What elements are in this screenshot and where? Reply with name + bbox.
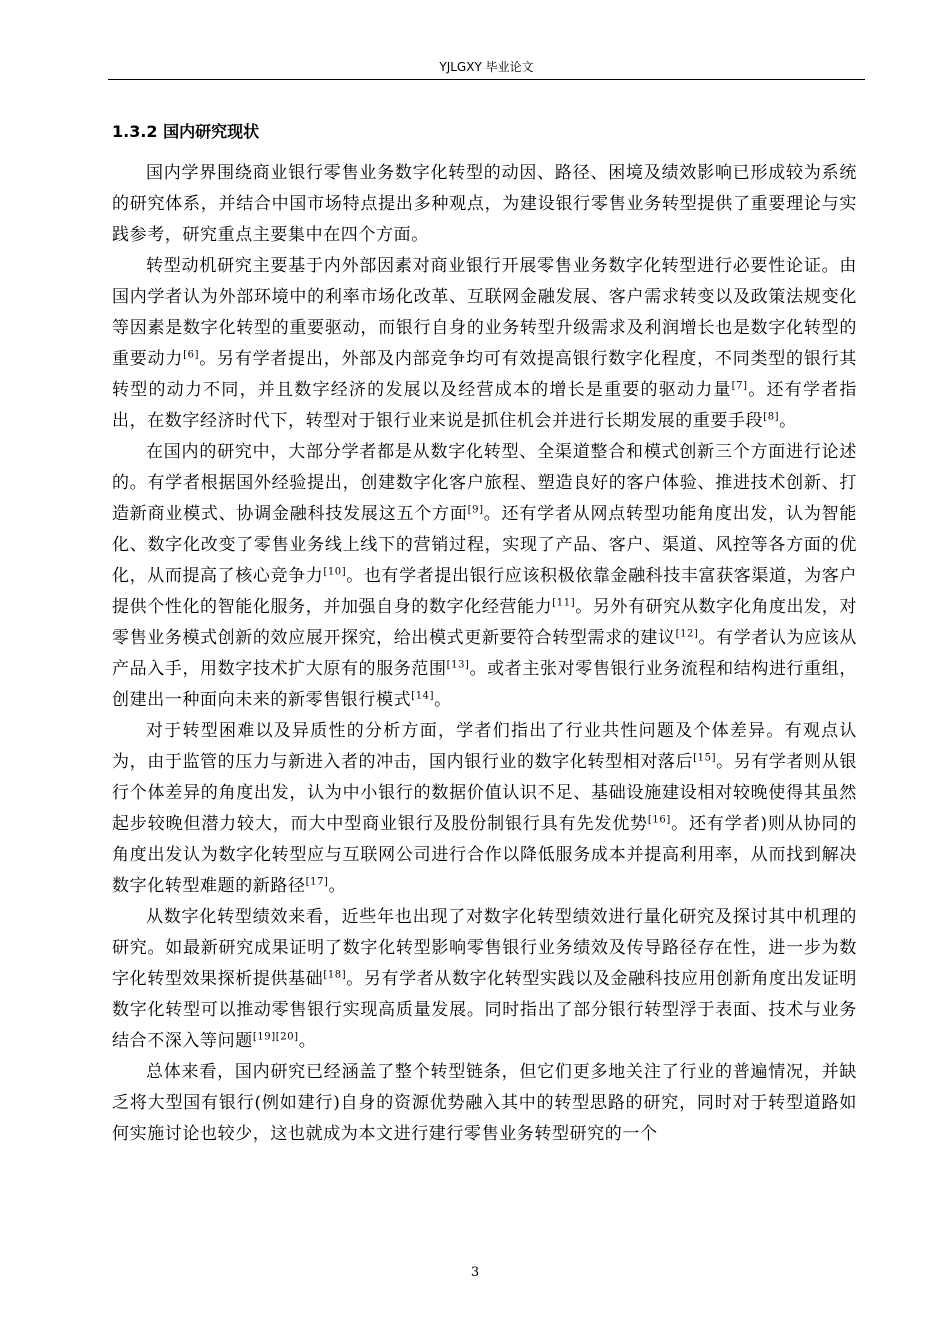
citation-marker: [14] (411, 690, 435, 702)
section-heading: 1.3.2 国内研究现状 (112, 122, 260, 141)
citation-marker: [18] (323, 969, 347, 981)
header-rule (108, 79, 865, 80)
citation-marker: [13] (446, 659, 470, 671)
citation-marker: [17] (305, 876, 329, 888)
citation-marker: [20] (275, 1031, 299, 1043)
paragraph: 总体来看，国内研究已经涵盖了整个转型链条，但它们更多地关注了行业的普遍情况，并缺乏将大型国有银行(例如建行)自身的资源优势融入其中的转型思路的研究，同时对于转型道路如何实施讨论也较少，这也就成为本文进行建行零售业务转型研究的一个 (112, 1062, 857, 1144)
paragraph: 对于转型困难以及异质性的分析方面，学者们指出了行业共性问题及个体差异。有观点认为，由于监管的压力与新进入者的冲击，国内银行业的数字化转型相对落后[15]。另有学者则从银行个体差异的角度出发，认为中小银行的数据价值认识不足、基础设施建设相对较晚使得其虽然起步较晚但潜力较大，而大中型商业银行及股份制银行具有先发优势[16]。还有学者)则从协同的角度出发认为数字化转型应与互联网公司进行合作以降低服务成本并提高利用率，从而找到解决数字化转型难题的新路径[17]。 (112, 721, 857, 896)
citation-marker: [15] (693, 752, 717, 764)
paragraph: 从数字化转型绩效来看，近些年也出现了对数字化转型绩效进行量化研究及探讨其中机理的研究。如最新研究成果证明了数字化转型影响零售银行业务绩效及传导路径存在性，进一步为数字化转型效果探析提供基础[18]。另有学者从数字化转型实践以及金融科技应用创新角度出发证明数字化转型可以推动零售银行实现高质量发展。同时指出了部分银行转型浮于表面、技术与业务结合不深入等问题[19][20]。 (112, 907, 858, 1051)
citation-marker: [8] (763, 411, 780, 423)
citation-marker: [16] (647, 814, 671, 826)
citation-marker: [19] (252, 1031, 276, 1043)
citation-marker: [6] (183, 349, 200, 361)
citation-marker: [10] (323, 566, 347, 578)
citation-marker: [11] (552, 597, 576, 609)
citation-marker: [7] (731, 380, 748, 392)
body-text (112, 158, 857, 1150)
paragraph: 转型动机研究主要基于内外部因素对商业银行开展零售业务数字化转型进行必要性论证。由国内学者认为外部环境中的利率市场化改革、互联网金融发展、客户需求转变以及政策法规变化等因素是数字化转型的重要驱动，而银行自身的业务转型升级需求及利润增长也是数字化转型的重要动力[6]。另有学者提出，外部及内部竞争均可有效提高银行数字化程度，不同类型的银行其转型的动力不同，并且数字经济的发展以及经营成本的增长是重要的驱动力量[7]。还有学者指出，在数字经济时代下，转型对于银行业来说是抓住机会并进行长期发展的重要手段[8]。 (112, 256, 857, 431)
paragraph: 在国内的研究中，大部分学者都是从数字化转型、全渠道整合和模式创新三个方面进行论述的。有学者根据国外经验提出，创建数字化客户旅程、塑造良好的客户体验、推进技术创新、打造新商业模式、协调金融科技发展这五个方面[9]。还有学者从网点转型功能角度出发，认为智能化、数字化改变了零售业务线上线下的营销过程，实现了产品、客户、渠道、风控等各方面的优化，从而提高了核心竞争力[10]。也有学者提出银行应该积极依靠金融科技丰富获客渠道，为客户提供个性化的智能化服务，并加强自身的数字化经营能力[11]。另外有研究从数字化角度出发，对零售业务模式创新的效应展开探究，给出模式更新要符合转型需求的建议[12]。有学者认为应该从产品入手，用数字技术扩大原有的服务范围[13]。或者主张对零售银行业务流程和结构进行重组，创建出一种面向未来的新零售银行模式[14]。 (112, 442, 858, 710)
citation-marker: [12] (675, 628, 699, 640)
paragraph: 国内学界围绕商业银行零售业务数字化转型的动因、路径、困境及绩效影响已形成较为系统的研究体系，并结合中国市场特点提出多种观点，为建设银行零售业务转型提供了重要理论与实践参考，研究重点主要集中在四个方面。 (112, 163, 857, 245)
page-number: 3 (470, 1265, 480, 1280)
running-header: YJLGXY 毕业论文 (439, 60, 534, 74)
citation-marker: [9] (467, 504, 484, 516)
